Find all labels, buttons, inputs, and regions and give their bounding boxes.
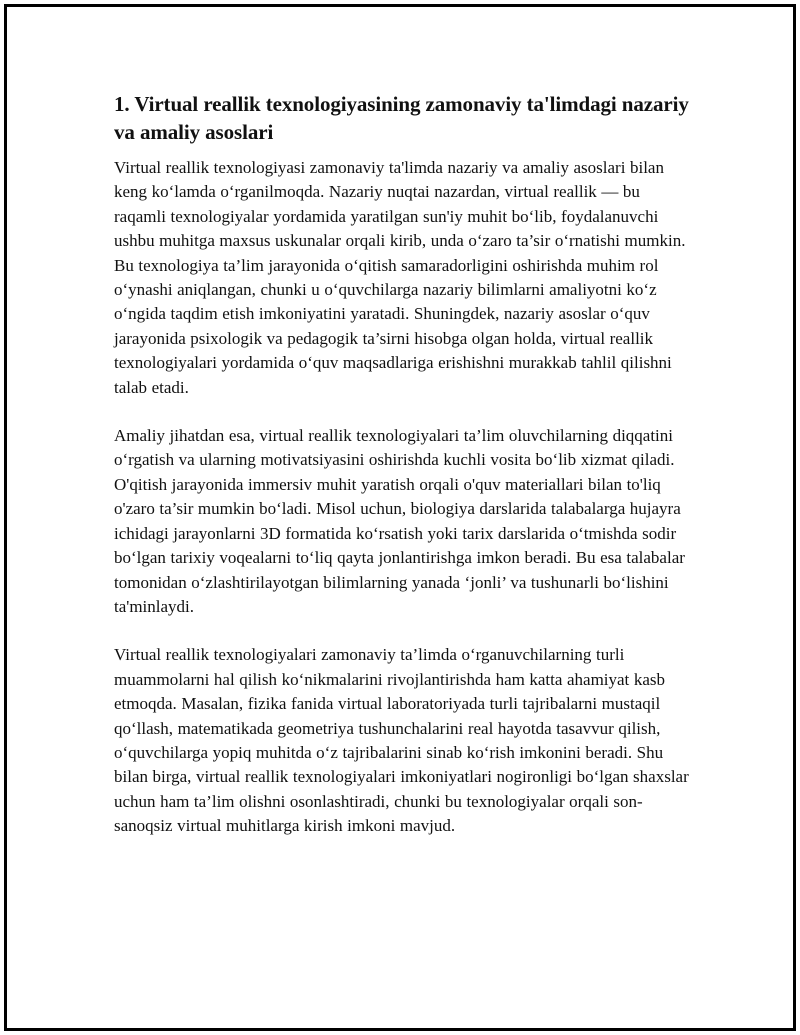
section-title: 1. Virtual reallik texnologiyasining zamonaviy ta'limdagi nazariy va amaliy asoslari — [114, 92, 689, 144]
paragraph-practice: Amaliy jihatdan esa, virtual reallik texnologiyalari ta’lim oluvchilarning diqqatini o‘rgatish va ularning motivatsiyasini oshirishda kuchli vosita bo‘lib xizmat qiladi. O'qitish jarayonida immersiv muhit yaratish orqali o'quv materiallari bilan to'liq o'zaro ta’sir mumkin bo‘ladi. Misol uchun, biologiya darslarida talabalarga hujayra ichidagi jarayonlarni 3D formatida ko‘rsatish yoki tarix darslarida o‘tmishda sodir bo‘lgan tarixiy voqealarni to‘liq qayta jonlantirishga imkon beradi. Bu esa talabalar tomonidan o‘zlashtirilayotgan bilimlarning yanada ‘jonli’ va tushunarli bo‘lishini ta'minlaydi. — [114, 426, 685, 616]
paragraph-theory: Virtual reallik texnologiyasi zamonaviy ta'limda nazariy va amaliy asoslari bilan keng ko‘lamda o‘rganilmoqda. Nazariy nuqtai nazardan, virtual reallik — bu raqamli texnologiyalar yordamida yaratilgan sun'iy muhit bo‘lib, foydalanuvchi ushbu muhitga maxsus uskunalar orqali kirib, unda o‘zaro ta’sir o‘rnatishi mumkin. Bu texnologiya ta’lim jarayonida o‘qitish samaradorligini oshirishda muhim rol o‘ynashi aniqlangan, chunki u o‘quvchilarga nazariy bilimlarni amaliyotni ko‘z o‘ngida taqdim etish imkoniyatini yaratadi. Shuningdek, nazariy asoslar o‘quv jarayonida psixologik va pedagogik ta’sirni hisobga olgan holda, virtual reallik texnologiyalari yordamida o‘quv maqsadlariga erishishni murakkab tahlil qilishni talab etadi. — [114, 158, 686, 397]
paragraph-skills: Virtual reallik texnologiyalari zamonaviy ta’limda o‘rganuvchilarning turli muammolarni hal qilish ko‘nikmalarini rivojlantirishda ham katta ahamiyat kasb etmoqda. Masalan, fizika fanida virtual laboratoriyada turli tajribalarni mustaqil qo‘llash, matematikada geometriya tushunchalarini real hayotda tasavvur qilish, o‘quvchilarga yopiq muhitda o‘z tajribalarini sinab ko‘rish imkonini beradi. Shu bilan birga, virtual reallik texnologiyalari imkoniyatlari nogironligi bo‘lgan shaxslar uchun ham ta’lim olishni osonlashtiradi, chunki bu texnologiyalar orqali son-sanoqsiz virtual muhitlarga kirish imkoni mavjud. — [114, 645, 689, 836]
document-body — [114, 90, 694, 863]
